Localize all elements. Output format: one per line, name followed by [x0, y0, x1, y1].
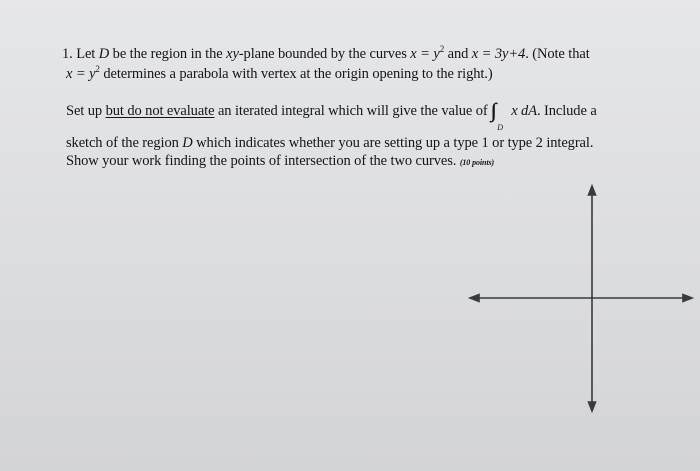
- text-fragment: determines a parabola with vertex at the origin opening to the right.): [99, 66, 493, 82]
- y-axis-top-arrow: [589, 186, 596, 195]
- y-axis-bottom-arrow: [589, 402, 596, 411]
- text-fragment: Let: [76, 46, 99, 62]
- text-fragment: which indicates whether you are setting up a type 1 or type 2 integral.: [192, 135, 594, 151]
- text-fragment: Show your work finding the points of intersection of the two curves.: [66, 153, 457, 169]
- x-axis-left-arrow: [470, 295, 479, 302]
- region-symbol: D: [98, 46, 110, 62]
- parabola-equation: x = y: [66, 66, 96, 82]
- text-fragment: an iterated integral which will give the value of: [214, 103, 492, 119]
- text-fragment: . Include a: [536, 103, 597, 119]
- text-fragment: and: [444, 46, 472, 62]
- text-fragment: -plane bounded by the curves: [238, 46, 411, 62]
- parabola-equation: x = y: [410, 46, 440, 62]
- plane-symbol: xy: [226, 46, 239, 62]
- underlined-instruction: but do not evaluate: [105, 103, 215, 119]
- text-fragment: be the region in the: [109, 46, 227, 62]
- text-fragment: sketch of the region: [66, 135, 183, 151]
- integral-region-label: D: [497, 123, 503, 132]
- line-equation: x = 3y+4: [471, 46, 526, 62]
- region-symbol: D: [182, 135, 193, 151]
- problem-number: 1.: [62, 46, 73, 62]
- exponent: 2: [95, 64, 100, 74]
- integrand: x dA: [511, 103, 537, 119]
- text-fragment: . (Note that: [525, 46, 590, 62]
- exponent: 2: [439, 44, 445, 54]
- text-fragment: Set up: [66, 103, 106, 119]
- x-axis-right-arrow: [683, 295, 692, 302]
- points-label: (10 points): [459, 158, 495, 167]
